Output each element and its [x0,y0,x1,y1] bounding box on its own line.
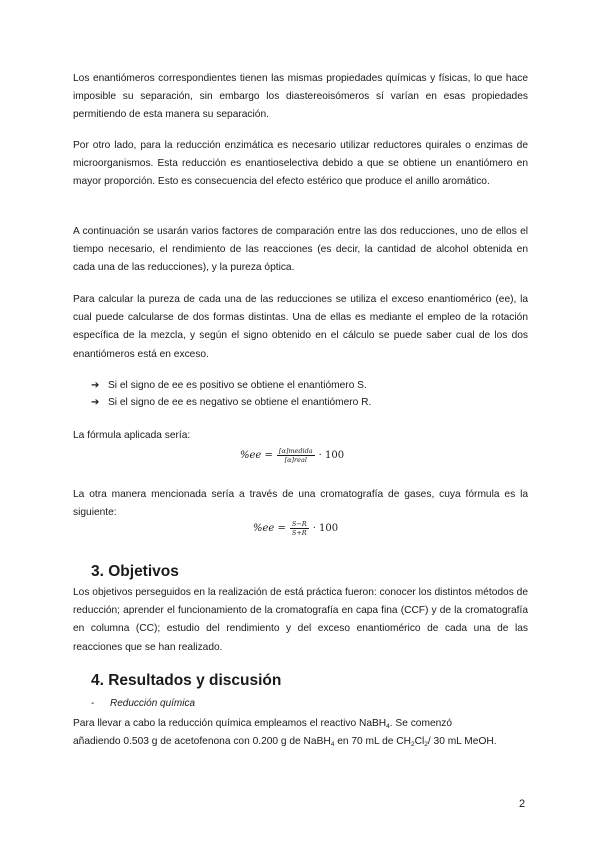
formula-denominator: S+R [291,529,307,537]
subsection-chemical-reduction [91,698,195,709]
subscript: 2 [424,741,428,748]
paragraph-comparison-factors: A continuación se usarán varios factores de comparación entre las dos reducciones, uno de ellos el tiempo necesario, el rendimiento de las reacciones (es decir, la cantidad de alcohol obtenida en cada una de las reducciones), y la pureza óptica. [73,226,528,274]
arrow-right-icon: ➔ [91,397,100,408]
text-segment: Para llevar a cabo la reducción química empleamos el reactivo NaBH [73,718,387,729]
bullet-item-negative [91,395,371,411]
paragraph-gas-chromatography: La otra manera mencionada sería a través de una cromatografía de gases, cuya fórmula es la siguiente: [73,489,528,519]
formula-lhs: %ee = [240,450,273,461]
formula-intro: La fórmula aplicada sería: [73,430,191,441]
arrow-right-icon: ➔ [91,380,100,391]
paragraph-enzymatic-reduction: Por otro lado, para la reducción enzimática es necesario utilizar reductores quirales o enzimas de microorganismos. Esta reducción es enantioselectiva debido a que se obtiene un enantiómero en mayor proporción. Esto es consecuencia del efecto estérico que produce el anillo aromático. [73,140,528,188]
subscript: 4 [330,741,335,748]
dash-marker: - [91,698,95,709]
formula-numerator: [α]medida [278,447,313,455]
formula-rhs: · 100 [312,523,339,534]
paragraph-results-line-1 [73,715,528,733]
paragraph-results-line-2 [73,733,528,751]
formula-numerator: S−R [291,520,307,528]
section-heading-objectives: 3. Objetivos [91,563,179,580]
formula-rhs: · 100 [318,450,345,461]
bullet-text: Si el signo de ee es positivo se obtiene el enantiómero S. [108,380,367,391]
bullet-item-positive [91,378,367,394]
paragraph-objectives: Los objetivos perseguidos en la realización de está práctica fueron: conocer los distintos métodos de reducción; aprender el funcionamiento de la cromatografía en capa fina (CCF) y de la cromatografía en columna (CC); estudio del rendimiento y del exceso enantiomérico de cada una de las reacciones que se han realizado. [73,587,528,653]
text-segment: . Se comenzó [389,718,453,729]
text-segment: / 30 mL MeOH. [427,736,497,747]
formula-denominator: [α]real [284,456,307,464]
subsection-label: Reducción química [110,698,196,709]
text-segment: añadiendo 0.503 g de acetofenona con 0.200 g de NaBH [73,736,331,747]
section-heading-results: 4. Resultados y discusión [91,672,282,689]
paragraph-enantiomers: Los enantiómeros correspondientes tienen las mismas propiedades químicas y físicas, lo que hace imposible su separación, sin embargo los diastereoisómeros sí varían en esas propiedades permitiendo de esta manera su separación. [73,73,528,121]
text-segment: Cl [414,736,425,747]
formula-optical-rotation [240,447,344,464]
formula-gas-chromatography [253,520,338,537]
formula-lhs: %ee = [253,523,286,534]
text-segment: en 70 mL de CH [334,736,411,747]
formula-fraction [290,520,309,537]
subscript: 4 [386,723,390,730]
paragraph-enantiomeric-excess: Para calcular la pureza de cada una de las reducciones se utiliza el exceso enantiomérico (ee), la cual puede calcularse de dos formas distintas. Una de ellas es mediante el empleo de la rotación específica de la mezcla, y según el signo obtenido en el cálculo se puede saber cual de los dos enantiómeros está en exceso. [73,294,528,360]
subscript: 2 [411,741,415,748]
page-number: 2 [519,798,526,810]
bullet-text: Si el signo de ee es negativo se obtiene el enantiómero R. [108,397,372,408]
formula-fraction [277,447,315,464]
